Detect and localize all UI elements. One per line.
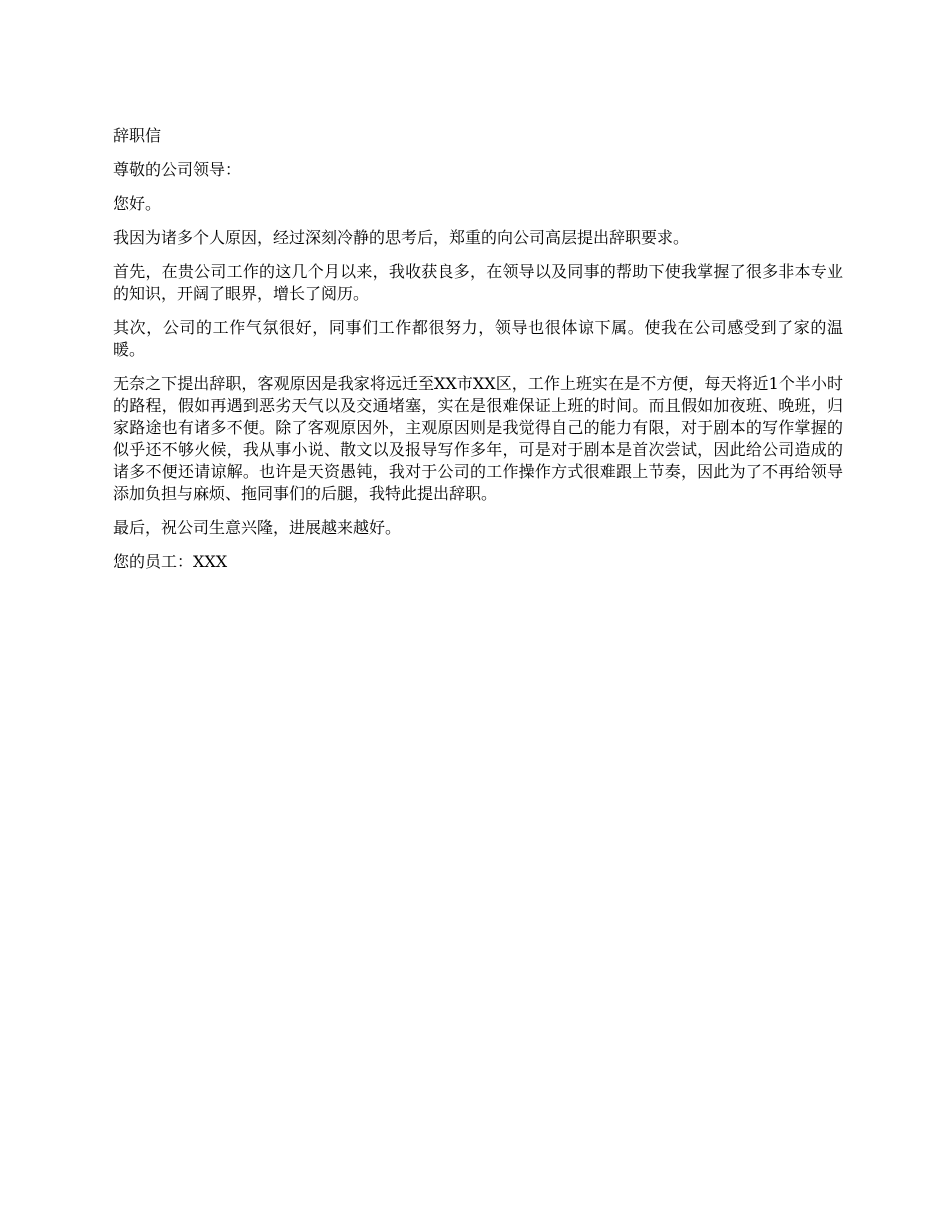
paragraph-reason: 我因为诸多个人原因，经过深刻冷静的思考后，郑重的向公司高层提出辞职要求。 bbox=[113, 228, 690, 247]
paragraph-explanation: 无奈之下提出辞职，客观原因是我家将远迁至XX市XX区，工作上班实在是不方便，每天将近1个半小时的路程，假如再遇到恶劣天气以及交通堵塞，实在是很难保证上班的时间。而且假如加夜班、晚班，归家路途也有诸多不便。除了客观原因外，主观原因则是我觉得自己的能力有限，对于剧本的写作掌握的似乎还不够火候，我从事小说、散文以及报导写作多年，可是对于剧本是首次尝试，因此给公司造成的诸多不便还请谅解。也许是天资愚钝，我对于公司的工作操作方式很难跟上节奏，因此为了不再给领导添加负担与麻烦、拖同事们的后腿，我特此提出辞职。 bbox=[113, 374, 843, 503]
paragraph-closing: 最后，祝公司生意兴隆，进展越来越好。 bbox=[113, 518, 402, 537]
document-body bbox=[113, 125, 843, 585]
paragraph-second: 其次，公司的工作气氛很好，同事们工作都很努力，领导也很体谅下属。使我在公司感受到了家的温暖。 bbox=[113, 318, 843, 359]
document-title: 辞职信 bbox=[113, 126, 162, 145]
signature: 您的员工：XXX bbox=[113, 552, 228, 571]
greeting: 您好。 bbox=[113, 194, 162, 213]
salutation: 尊敬的公司领导： bbox=[113, 160, 242, 179]
paragraph-first: 首先，在贵公司工作的这几个月以来，我收获良多，在领导以及同事的帮助下使我掌握了很多非本专业的知识，开阔了眼界，增长了阅历。 bbox=[113, 262, 843, 303]
